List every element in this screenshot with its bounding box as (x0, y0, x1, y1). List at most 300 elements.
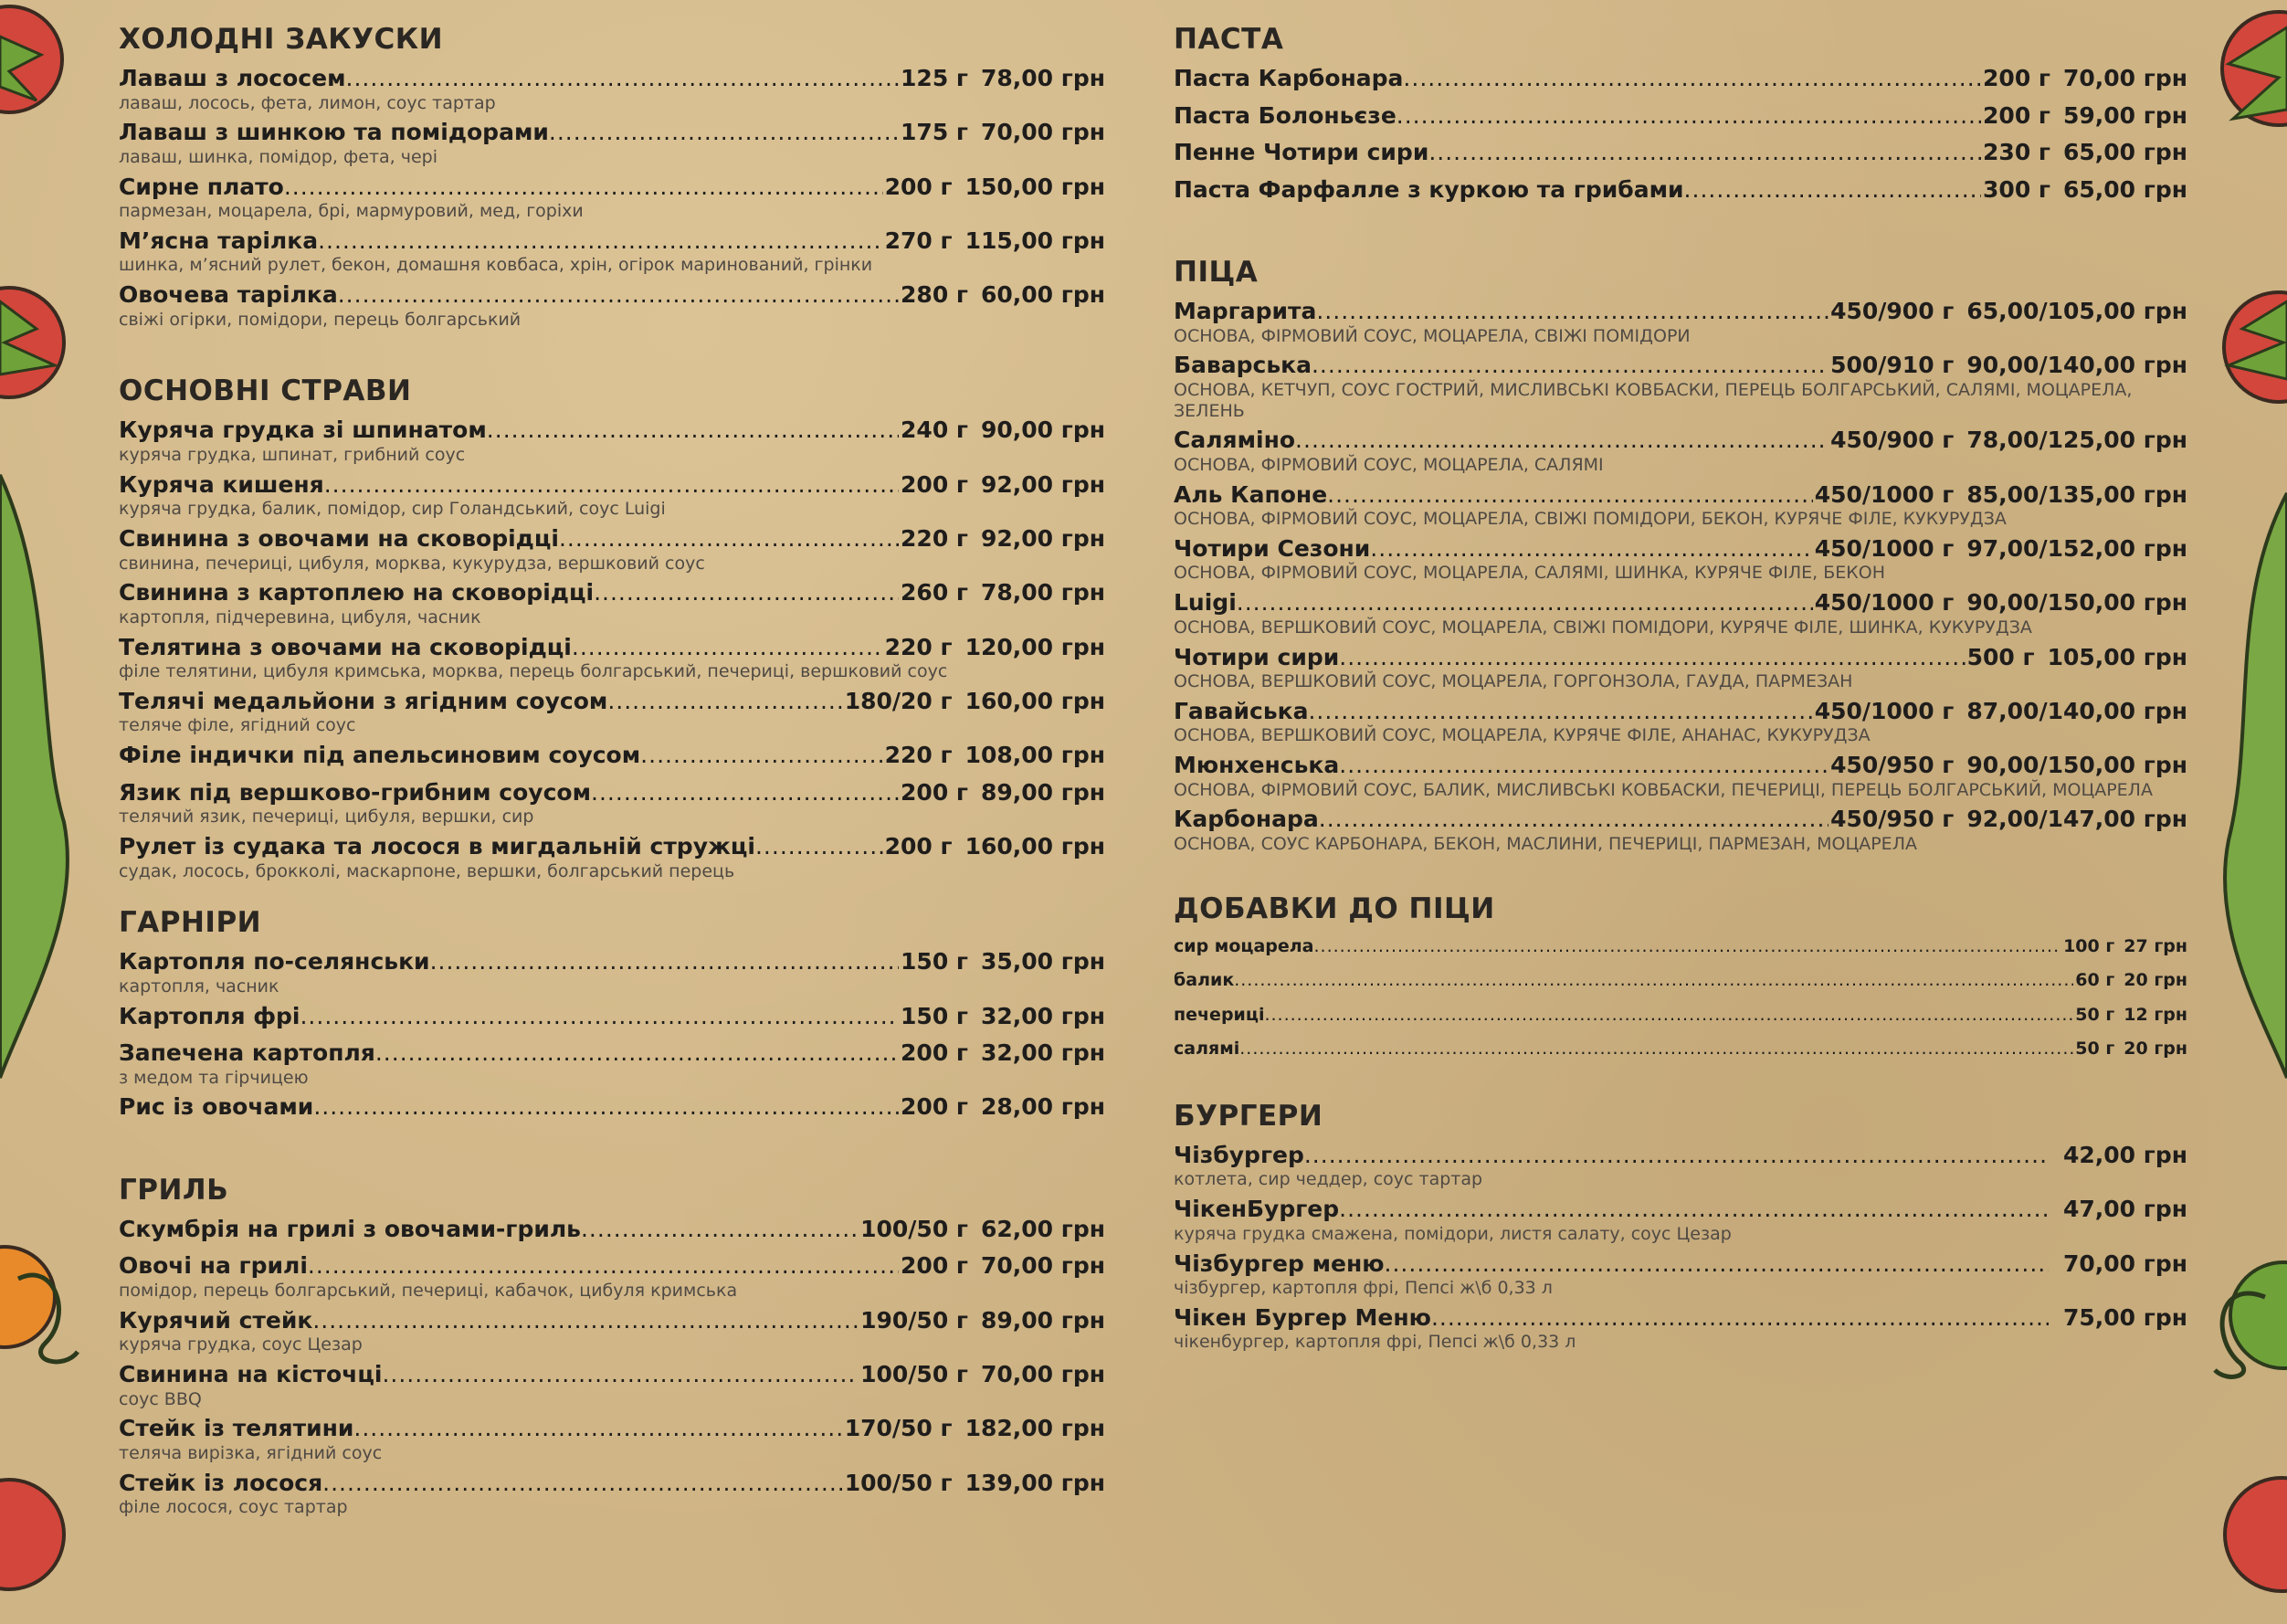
menu-item-price: 87,00/140,00 грн (1966, 697, 2187, 724)
menu-item-price: 35,00 грн (980, 948, 1105, 975)
menu-item-weight: 200 г (901, 778, 968, 806)
menu-item-weight: 200 г (901, 1093, 968, 1121)
menu-item-line (119, 779, 1105, 807)
menu-item-name: Чізбургер (1174, 1141, 1304, 1168)
menu-item-price: 90,00/150,00 грн (1966, 752, 2187, 779)
menu-item-name: Свинина на кісточці (119, 1361, 383, 1388)
menu-item (1174, 934, 2187, 960)
menu-item (1174, 176, 2187, 205)
dot-leader (1339, 644, 1965, 672)
menu-item (1174, 1142, 2187, 1190)
menu-item-weight: 500/910 г (1830, 352, 1955, 379)
dot-leader (1264, 1003, 2073, 1028)
dot-leader (1314, 934, 2062, 960)
menu-item-description: телячий язик, печериці, цибуля, вершки, сир (119, 807, 534, 828)
menu-item-name: печериці (1174, 1004, 1265, 1025)
menu-item-name: Пенне Чотири сири (1174, 139, 1429, 165)
menu-item-weight: 450/1000 г (1814, 480, 1955, 508)
menu-item-weight: 450/900 г (1830, 298, 1955, 324)
menu-item-description: свіжі огірки, помідори, перець болгарський (119, 309, 522, 330)
menu-item (1174, 481, 2187, 530)
menu-item-price: 65,00 грн (2062, 139, 2187, 165)
menu-item-price: 97,00/152,00 грн (1966, 534, 2187, 562)
orange-icon (0, 1247, 55, 1347)
menu-item-description: куряча грудка, шпинат, грибний соус (119, 444, 466, 465)
dot-leader (591, 779, 899, 807)
dot-leader (487, 417, 899, 445)
menu-column-right (1174, 23, 2187, 1358)
menu-item-weight: 190/50 г (860, 1306, 968, 1334)
menu-item (1174, 968, 2187, 994)
dot-leader (346, 65, 900, 93)
menu-item-name: Язик під вершково-грибним соусом (119, 778, 592, 806)
pepper-icon (2230, 1262, 2287, 1368)
menu-item-weight: 200 г (901, 470, 968, 498)
menu-item-name: Куряча грудка зі шпинатом (119, 417, 487, 444)
menu-item-weight: 200 г (1983, 65, 2050, 91)
menu-item-price: 47,00 грн (2062, 1196, 2187, 1223)
menu-item-weight: 150 г (901, 948, 968, 975)
menu-item-description: свинина, печериці, цибуля, морква, кукурудза, вершковий соус (119, 553, 705, 574)
dot-leader (1684, 176, 1981, 205)
menu-item-description: помідор, перець болгарський, печериці, кабачок, цибуля кримська (119, 1280, 738, 1301)
menu-item-name: Гавайська (1174, 697, 1309, 724)
menu-item-weight: 450/1000 г (1814, 697, 1955, 724)
menu-item-price: 90,00 грн (980, 417, 1105, 444)
menu-item-description: ОСНОВА, ФІРМОВИЙ СОУС, МОЦАРЕЛА, СВІЖІ ПОМІДОРИ (1174, 325, 1691, 346)
menu-item-price: 85,00/135,00 грн (1966, 480, 2187, 508)
menu-item-line (1174, 806, 2187, 834)
menu-item (1174, 589, 2187, 638)
menu-item-weight: 300 г (1983, 175, 2050, 203)
menu-item-description: чікенбургер, картопля фрі, Пепсі ж\б 0,33 л (1174, 1332, 1576, 1353)
menu-item (119, 1039, 1105, 1088)
menu-item (119, 119, 1105, 167)
section-title: ПАСТА (1174, 23, 1284, 56)
menu-item-price: 70,00 грн (980, 1361, 1105, 1388)
menu-item-weight: 100/50 г (860, 1215, 968, 1242)
dot-leader (322, 1470, 843, 1498)
menu-item (119, 471, 1105, 520)
menu-item-name: Лаваш з шинкою та помідорами (119, 119, 549, 146)
menu-item (119, 1415, 1105, 1463)
menu-item (119, 417, 1105, 465)
menu-item-price: 120,00 грн (964, 633, 1105, 660)
menu-section (119, 906, 1105, 1122)
menu-item-name: Овочева тарілка (119, 281, 338, 309)
menu-item-name: Рис із овочами (119, 1093, 314, 1121)
dot-leader (1295, 427, 1829, 455)
menu-item-line (119, 1093, 1105, 1122)
menu-item-description: куряча грудка смажена, помідори, листя салату, соус Цезар (1174, 1223, 1732, 1244)
menu-item-price: 70,00 грн (2062, 1250, 2187, 1277)
menu-item-line (1174, 102, 2187, 131)
dot-leader (1339, 1196, 2049, 1224)
menu-item (119, 634, 1105, 682)
dot-leader (313, 1093, 899, 1122)
menu-item-line (119, 471, 1105, 500)
menu-item-name: М’ясна тарілка (119, 227, 319, 254)
menu-item (119, 1307, 1105, 1355)
menu-item (119, 1252, 1105, 1301)
menu-item-line (119, 1216, 1105, 1244)
menu-item-line (1174, 298, 2187, 326)
menu-item-price: 89,00 грн (980, 778, 1105, 806)
menu-item-name: Баварська (1174, 352, 1312, 379)
menu-item-line (119, 1039, 1105, 1068)
menu-item-line (119, 948, 1105, 976)
menu-item-price: 90,00/140,00 грн (1966, 352, 2187, 379)
menu-item-price: 78,00 грн (980, 579, 1105, 606)
menu-item (119, 833, 1105, 881)
menu-item (119, 1003, 1105, 1031)
tomato-icon (0, 288, 64, 397)
section-title: ДОБАВКИ ДО ПІЦИ (1174, 891, 1495, 925)
menu-section (119, 1173, 1105, 1518)
menu-item (119, 174, 1105, 222)
menu-item-description: філе лосося, соус тартар (119, 1497, 348, 1518)
menu-item (1174, 427, 2187, 475)
menu-item-name: Лаваш з лососем (119, 65, 346, 91)
menu-item-price: 92,00 грн (980, 470, 1105, 498)
menu-item-description: теляча вирізка, ягідний соус (119, 1442, 383, 1463)
section-title: ПІЦА (1174, 256, 1259, 289)
menu-item-name: Свинина з овочами на сковорідці (119, 525, 559, 553)
dot-leader (324, 471, 899, 500)
menu-item-name: ЧікенБургер (1174, 1196, 1340, 1223)
menu-item-line (1174, 934, 2187, 960)
menu-item (119, 1216, 1105, 1244)
menu-item-line (119, 1361, 1105, 1389)
menu-item-weight: 100 г (2063, 935, 2115, 956)
menu-item-description: філе телятини, цибуля кримська, морква, перець болгарський, печериці, вершковий соус (119, 661, 948, 682)
menu-item-line (1174, 1196, 2187, 1224)
menu-item-price: 62,00 грн (980, 1215, 1105, 1242)
dot-leader (594, 579, 899, 607)
menu-item-line (119, 417, 1105, 445)
menu-item-line (119, 634, 1105, 662)
menu-item-line (119, 1003, 1105, 1031)
menu-item-name: Філе індички під апельсиновим соусом (119, 742, 641, 769)
menu-item-price: 20 грн (2124, 1039, 2187, 1060)
menu-item-price: 78,00 грн (980, 65, 1105, 91)
dot-leader (353, 1415, 842, 1443)
menu-item (1174, 1037, 2187, 1062)
menu-item-price: 160,00 грн (964, 833, 1105, 860)
menu-item-price: 108,00 грн (964, 742, 1105, 769)
dot-leader (375, 1039, 899, 1068)
dot-leader (318, 227, 883, 256)
menu-item-name: Стейк із лосося (119, 1469, 323, 1496)
menu-item-name: балик (1174, 970, 1235, 991)
menu-item-price: 70,00 грн (980, 119, 1105, 146)
lettuce-leaf-icon (0, 475, 68, 1078)
menu-item (119, 688, 1105, 736)
menu-item-description: картопля, часник (119, 975, 279, 997)
menu-item-description: лаваш, лосось, фета, лимон, соус тартар (119, 92, 496, 113)
dot-leader (1403, 65, 1981, 93)
menu-item-price: 89,00 грн (980, 1306, 1105, 1334)
menu-item-line (1174, 481, 2187, 510)
menu-item-line (1174, 65, 2187, 93)
dot-leader (312, 1307, 859, 1335)
menu-item-name: Куряча кишеня (119, 470, 324, 498)
menu-item-description: з медом та гірчицею (119, 1067, 309, 1088)
menu-item-price: 139,00 грн (964, 1469, 1105, 1496)
lettuce-leaf-icon (2225, 493, 2287, 1078)
menu-item (1174, 1003, 2187, 1028)
menu-item-weight: 500 г (1966, 643, 2035, 670)
menu-item-weight: 175 г (901, 119, 968, 146)
section-title: ГРИЛЬ (119, 1173, 229, 1207)
menu-item-weight: 100/50 г (844, 1469, 953, 1496)
menu-item-name: Курячий стейк (119, 1306, 313, 1334)
menu-item-weight: 125 г (901, 65, 968, 91)
dot-leader (1308, 698, 1812, 726)
menu-item-description: котлета, сир чеддер, соус тартар (1174, 1169, 1483, 1190)
menu-item-weight: 60 г (2075, 970, 2115, 991)
menu-item-weight: 200 г (901, 1252, 968, 1280)
menu-item-line (119, 1252, 1105, 1281)
menu-item-price: 70,00 грн (2062, 65, 2187, 91)
menu-item-price: 28,00 грн (980, 1093, 1105, 1121)
dot-leader (300, 1003, 899, 1031)
menu-item-description: ОСНОВА, ВЕРШКОВИЙ СОУС, МОЦАРЕЛА, КУРЯЧЕ ФІЛЕ, АНАНАС, КУКУРУДЗА (1174, 725, 1871, 746)
menu-item-weight: 200 г (1983, 101, 2050, 129)
menu-item (1174, 1304, 2187, 1353)
menu-item (1174, 1250, 2187, 1299)
dot-leader (1319, 806, 1829, 834)
menu-item-name: Чікен Бургер Меню (1174, 1303, 1431, 1331)
menu-item-name: Овочі на грилі (119, 1252, 308, 1280)
menu-item-name: Паста Карбонара (1174, 65, 1404, 91)
dot-leader (1304, 1142, 2049, 1170)
menu-item-line (1174, 752, 2187, 780)
menu-item-line (1174, 1142, 2187, 1170)
menu-item-description: пармезан, моцарела, брі, мармуровий, мед, горіхи (119, 201, 584, 222)
menu-item-weight: 450/900 г (1830, 427, 1955, 454)
menu-item-line (119, 174, 1105, 202)
menu-item-line (1174, 176, 2187, 205)
menu-item-name: Мюнхенська (1174, 752, 1340, 779)
menu-item-weight: 220 г (901, 525, 968, 553)
menu-item-line (1174, 968, 2187, 994)
dot-leader (1385, 1250, 2049, 1279)
menu-item-line (119, 688, 1105, 716)
menu-item-line (119, 119, 1105, 147)
menu-item-description: лаваш, шинка, помідор, фета, чері (119, 146, 437, 167)
section-title: ХОЛОДНІ ЗАКУСКИ (119, 23, 444, 56)
menu-item-description: ОСНОВА, ФІРМОВИЙ СОУС, БАЛИК, МИСЛИВСЬКІ КОВБАСКИ, ПЕЧЕРИЦІ, ПЕРЕЦЬ БОЛГАРСЬКИЙ, МОЦАРЕЛА (1174, 779, 2153, 800)
menu-item-price: 32,00 грн (980, 1039, 1105, 1067)
menu-item-description: картопля, підчеревина, цибуля, часник (119, 606, 481, 627)
menu-item (1174, 65, 2187, 93)
menu-item-weight: 200 г (884, 833, 953, 860)
menu-item-line (1174, 535, 2187, 564)
menu-item (119, 1470, 1105, 1518)
menu-item-price: 78,00/125,00 грн (1966, 427, 2187, 454)
menu-item-name: Карбонара (1174, 806, 1319, 833)
menu-item (1174, 352, 2187, 421)
menu-item (1174, 102, 2187, 131)
menu-item-line (1174, 427, 2187, 455)
menu-item-name: Чотири Сезони (1174, 534, 1371, 562)
menu-item-price: 42,00 грн (2062, 1141, 2187, 1168)
menu-item-line (119, 1307, 1105, 1335)
menu-item-description: ОСНОВА, ФІРМОВИЙ СОУС, МОЦАРЕЛА, СВІЖІ ПОМІДОРИ, БЕКОН, КУРЯЧЕ ФІЛЕ, КУКУРУДЗА (1174, 509, 2007, 530)
dot-leader (559, 525, 899, 554)
menu-item (119, 1361, 1105, 1409)
menu-item-name: Телячі медальйони з ягідним соусом (119, 687, 608, 714)
menu-item-price: 20 грн (2124, 970, 2187, 991)
menu-item-description: чізбургер, картопля фрі, Пепсі ж\б 0,33 л (1174, 1278, 1553, 1299)
tomato-icon (2225, 1478, 2287, 1591)
menu-item-weight: 150 г (901, 1002, 968, 1029)
menu-item-name: Картопля по-селянськи (119, 948, 430, 975)
menu-item-description: теляче філе, ягідний соус (119, 715, 356, 736)
menu-item-price: 160,00 грн (964, 687, 1105, 714)
menu-item-name: Стейк із телятини (119, 1415, 354, 1442)
menu-item-price: 92,00/147,00 грн (1966, 806, 2187, 833)
menu-item-name: Запечена картопля (119, 1039, 375, 1067)
menu-item-description: ОСНОВА, ВЕРШКОВИЙ СОУС, МОЦАРЕЛА, СВІЖІ ПОМІДОРИ, КУРЯЧЕ ФІЛЕ, ШИНКА, КУКУРУДЗА (1174, 617, 2032, 638)
dot-leader (1327, 481, 1813, 510)
menu-item (1174, 139, 2187, 167)
menu-item-line (1174, 1304, 2187, 1333)
dot-leader (1396, 102, 1981, 131)
menu-item-line (119, 833, 1105, 861)
menu-item (119, 281, 1105, 330)
menu-item-weight: 200 г (884, 173, 953, 200)
menu-item-description: ОСНОВА, ФІРМОВИЙ СОУС, МОЦАРЕЛА, САЛЯМІ (1174, 454, 1604, 475)
dot-leader (1312, 352, 1829, 380)
menu-item-description: ОСНОВА, ФІРМОВИЙ СОУС, МОЦАРЕЛА, САЛЯМІ, ШИНКА, КУРЯЧЕ ФІЛЕ, БЕКОН (1174, 563, 1886, 584)
dot-leader (1316, 298, 1829, 326)
dot-leader (755, 833, 883, 861)
menu-item (119, 227, 1105, 276)
menu-item-line (1174, 1250, 2187, 1279)
menu-item-description: куряча грудка, балик, помідор, сир Голандський, соус Luigi (119, 499, 666, 520)
menu-item-weight: 450/1000 г (1814, 534, 1955, 562)
menu-item-name: Телятина з овочами на сковорідці (119, 633, 572, 660)
menu-item-description: соус BBQ (119, 1388, 202, 1409)
menu-item-name: Сирне плато (119, 173, 284, 200)
dot-leader (1234, 968, 2073, 994)
dot-leader (607, 688, 842, 716)
dot-leader (1370, 535, 1812, 564)
menu-item-line (119, 525, 1105, 554)
menu-item-line (119, 65, 1105, 93)
menu-item (1174, 806, 2187, 854)
menu-item-weight: 50 г (2075, 1039, 2115, 1060)
menu-item (119, 779, 1105, 828)
menu-item-price: 92,00 грн (980, 525, 1105, 553)
menu-item-name: Паста Фарфалле з куркою та грибами (1174, 175, 1684, 203)
menu-item-weight: 50 г (2075, 1004, 2115, 1025)
dot-leader (581, 1216, 859, 1244)
menu-item-name: Аль Капоне (1174, 480, 1328, 508)
menu-item-line (1174, 1037, 2187, 1062)
menu-item-name: Свинина з картоплею на сковорідці (119, 579, 595, 606)
menu-item (1174, 644, 2187, 692)
dot-leader (382, 1361, 859, 1389)
dot-leader (1339, 752, 1829, 780)
menu-item-price: 59,00 грн (2062, 101, 2187, 129)
dot-leader (1239, 1037, 2073, 1062)
menu-item-weight: 270 г (884, 227, 953, 254)
menu-item-weight: 450/950 г (1830, 806, 1955, 833)
menu-item-line (1174, 1003, 2187, 1028)
menu-item-description: шинка, м’ясний рулет, бекон, домашня ковбаса, хрін, огірок маринований, грінки (119, 255, 873, 276)
menu-section (1174, 23, 2187, 204)
dot-leader (1431, 1304, 2049, 1333)
menu-item-line (119, 1470, 1105, 1498)
menu-item-name: Рулет із судака та лосося в мигдальній стружці (119, 833, 755, 860)
menu-column-left (119, 23, 1105, 1524)
menu-item-line (119, 281, 1105, 310)
menu-item-price: 65,00 грн (2062, 175, 2187, 203)
menu-item-weight: 100/50 г (860, 1361, 968, 1388)
menu-item-description: судак, лосось, брокколі, маскарпоне, вершки, болгарський перець (119, 860, 735, 881)
section-title: ОСНОВНІ СТРАВИ (119, 374, 412, 408)
menu-item-weight: 280 г (901, 281, 968, 309)
menu-item-name: Чізбургер меню (1174, 1250, 1385, 1277)
menu-item-name: сир моцарела (1174, 935, 1314, 956)
menu-item-name: Маргарита (1174, 298, 1317, 324)
menu-item-line (1174, 589, 2187, 617)
menu-item (119, 948, 1105, 997)
menu-item-price: 12 грн (2124, 1004, 2187, 1025)
menu-item-price: 105,00 грн (2047, 643, 2187, 670)
dot-leader (1237, 589, 1813, 617)
menu-item-name: Luigi (1174, 589, 1237, 617)
menu-item-description: куряча грудка, соус Цезар (119, 1334, 363, 1355)
menu-item-weight: 450/1000 г (1814, 589, 1955, 617)
dot-leader (640, 742, 882, 770)
dot-leader (572, 634, 883, 662)
menu-item-price: 75,00 грн (2062, 1303, 2187, 1331)
menu-item-weight: 170/50 г (844, 1415, 953, 1442)
menu-item-weight: 240 г (901, 417, 968, 444)
menu-item-price: 90,00/150,00 грн (1966, 589, 2187, 617)
menu-item-price: 65,00/105,00 грн (1966, 298, 2187, 324)
menu-item-price: 182,00 грн (964, 1415, 1105, 1442)
menu-item (1174, 752, 2187, 800)
dot-leader (430, 948, 899, 976)
menu-item (119, 65, 1105, 113)
menu-item-name: Скумбрія на грилі з овочами-гриль (119, 1215, 581, 1242)
menu-item-price: 115,00 грн (964, 227, 1105, 254)
menu-item-weight: 220 г (884, 633, 953, 660)
menu-item (1174, 1196, 2187, 1244)
menu-item-line (1174, 698, 2187, 726)
menu-item-name: Чотири сири (1174, 643, 1340, 670)
menu-item-line (1174, 644, 2187, 672)
menu-section (1174, 1099, 2187, 1353)
menu-item-price: 32,00 грн (980, 1002, 1105, 1029)
menu-item-line (119, 227, 1105, 256)
menu-item-name: Саляміно (1174, 427, 1296, 454)
menu-item (119, 742, 1105, 770)
menu-item-weight: 230 г (1983, 139, 2050, 165)
menu-item-price: 70,00 грн (980, 1252, 1105, 1280)
menu-item-line (119, 742, 1105, 770)
menu-item-weight: 220 г (884, 742, 953, 769)
menu-item (1174, 535, 2187, 584)
menu-item-name: Паста Болоньєзе (1174, 101, 1396, 129)
menu-item (119, 579, 1105, 627)
menu-item-description: ОСНОВА, КЕТЧУП, СОУС ГОСТРИЙ, МИСЛИВСЬКІ КОВБАСКИ, ПЕРЕЦЬ БОЛГАРСЬКИЙ, САЛЯМІ, МОЦАРЕЛА, ЗЕЛЕНЬ (1174, 379, 2133, 421)
